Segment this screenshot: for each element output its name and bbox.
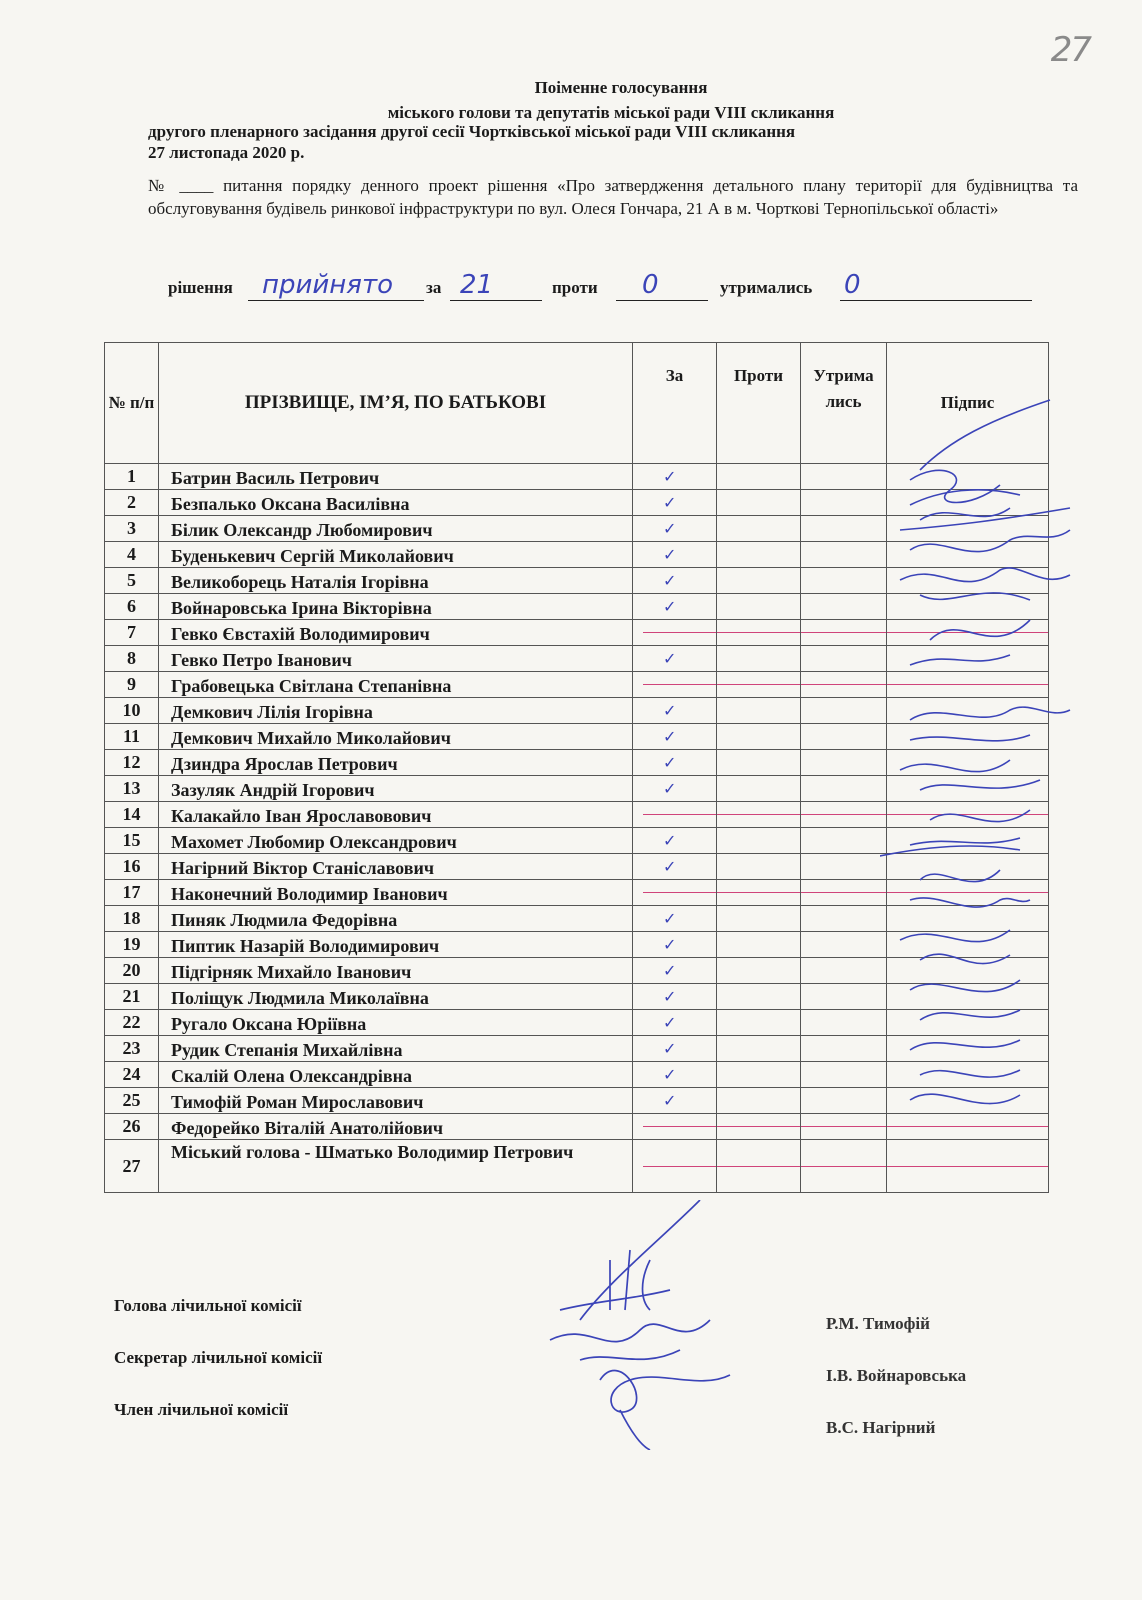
check-mark-icon: ✓ (663, 1039, 677, 1058)
member-name: Поліщук Людмила Миколаївна (159, 984, 633, 1010)
vote-for-cell (633, 880, 717, 906)
vote-abstained-cell (801, 1088, 887, 1114)
vote-for-cell (633, 1062, 717, 1088)
secretary-label: Секретар лічильної комісії (114, 1348, 323, 1367)
check-mark-icon: ✓ (663, 779, 677, 798)
member-name: Рудик Степанія Михайлівна (159, 1036, 633, 1062)
row-number: 4 (105, 542, 159, 568)
row-number: 16 (105, 854, 159, 880)
absent-strike-line (717, 684, 800, 685)
vote-for-cell (633, 1140, 717, 1193)
for-value: 21 (460, 270, 494, 300)
row-number: 27 (105, 1140, 159, 1193)
vote-against-cell (717, 958, 801, 984)
absent-strike-line (643, 684, 716, 685)
member-name: Махомет Любомир Олександрович (159, 828, 633, 854)
vote-against-cell (717, 620, 801, 646)
vote-for-cell (633, 672, 717, 698)
vote-for-cell (633, 698, 717, 724)
against-label: проти (552, 278, 598, 297)
decision-label: рішення (168, 278, 233, 297)
absent-strike-line (801, 1166, 886, 1167)
member-name: Ругало Оксана Юріївна (159, 1010, 633, 1036)
vote-against-cell (717, 906, 801, 932)
member-name: Буденькевич Сергій Миколайович (159, 542, 633, 568)
row-number: 26 (105, 1114, 159, 1140)
absent-strike-line (801, 632, 886, 633)
vote-against-cell (717, 672, 801, 698)
member-name: Демкович Михайло Миколайович (159, 724, 633, 750)
absent-strike-line (717, 1166, 800, 1167)
vote-against-cell (717, 1036, 801, 1062)
row-number: 20 (105, 958, 159, 984)
vote-for-cell (633, 490, 717, 516)
session-date: 27 листопада 2020 р. (148, 143, 305, 162)
vote-against-cell (717, 594, 801, 620)
vote-for-cell (633, 958, 717, 984)
absent-strike-line (801, 684, 886, 685)
row-number: 8 (105, 646, 159, 672)
check-mark-icon: ✓ (663, 987, 677, 1006)
commission-signatures (540, 1200, 780, 1450)
member-name: Гевко Євстахій Володимирович (159, 620, 633, 646)
member-name: Пиняк Людмила Федорівна (159, 906, 633, 932)
decision-value: прийнято (262, 270, 393, 300)
vote-against-cell (717, 802, 801, 828)
abstained-field (840, 270, 1032, 301)
check-mark-icon: ✓ (663, 519, 677, 538)
vote-abstained-cell (801, 802, 887, 828)
vote-for-cell (633, 542, 717, 568)
vote-abstained-cell (801, 646, 887, 672)
vote-abstained-cell (801, 932, 887, 958)
check-mark-icon: ✓ (663, 831, 677, 850)
absent-strike-line (643, 814, 716, 815)
vote-against-cell (717, 1062, 801, 1088)
vote-abstained-cell (801, 906, 887, 932)
row-number: 6 (105, 594, 159, 620)
vote-for-cell (633, 594, 717, 620)
vote-for-cell (633, 776, 717, 802)
member-name: Наконечний Володимир Іванович (159, 880, 633, 906)
check-mark-icon: ✓ (663, 1013, 677, 1032)
member-name: Підгірняк Михайло Іванович (159, 958, 633, 984)
vote-against-cell (717, 1140, 801, 1193)
absent-strike-line (717, 892, 800, 893)
vote-abstained-cell (801, 1062, 887, 1088)
row-number: 3 (105, 516, 159, 542)
member-name: В.С. Нагірний (826, 1418, 936, 1437)
member-name: Великоборець Наталія Ігорівна (159, 568, 633, 594)
vote-against-cell (717, 490, 801, 516)
member-name: Федорейко Віталій Анатолійович (159, 1114, 633, 1140)
vote-abstained-cell (801, 594, 887, 620)
absent-strike-line (801, 814, 886, 815)
member-label: Член лічильної комісії (114, 1400, 289, 1419)
row-number: 13 (105, 776, 159, 802)
check-mark-icon: ✓ (663, 1091, 677, 1110)
header-name: ПРІЗВИЩЕ, ІМ’Я, ПО БАТЬКОВІ (159, 343, 633, 464)
vote-for-cell (633, 568, 717, 594)
member-name: Нагірний Віктор Станіславович (159, 854, 633, 880)
member-name: Гевко Петро Іванович (159, 646, 633, 672)
vote-against-cell (717, 776, 801, 802)
vote-abstained-cell (801, 620, 887, 646)
row-number: 15 (105, 828, 159, 854)
vote-against-cell (717, 828, 801, 854)
member-name: Тимофій Роман Мирославович (159, 1088, 633, 1114)
check-mark-icon: ✓ (663, 1065, 677, 1084)
vote-for-cell (633, 516, 717, 542)
vote-abstained-cell (801, 828, 887, 854)
vote-against-cell (717, 1114, 801, 1140)
vote-abstained-cell (801, 958, 887, 984)
vote-abstained-cell (801, 1140, 887, 1193)
row-number: 5 (105, 568, 159, 594)
vote-for-cell (633, 906, 717, 932)
absent-strike-line (643, 892, 716, 893)
member-name: Пиптик Назарій Володимирович (159, 932, 633, 958)
row-number: 17 (105, 880, 159, 906)
row-number: 1 (105, 464, 159, 490)
page-number: 27 (1050, 30, 1090, 70)
member-name: Міський голова - Шматько Володимир Петрович (159, 1140, 633, 1193)
vote-abstained-cell (801, 1010, 887, 1036)
row-number: 24 (105, 1062, 159, 1088)
vote-against-cell (717, 984, 801, 1010)
vote-abstained-cell (801, 672, 887, 698)
check-mark-icon: ✓ (663, 727, 677, 746)
check-mark-icon: ✓ (663, 571, 677, 590)
absent-strike-line (801, 892, 886, 893)
document-title: Поіменне голосування (534, 78, 708, 97)
row-number: 11 (105, 724, 159, 750)
header-signature: Підпис (887, 343, 1049, 464)
absent-strike-line (717, 632, 800, 633)
row-number: 18 (105, 906, 159, 932)
vote-for-cell (633, 750, 717, 776)
check-mark-icon: ✓ (663, 467, 677, 486)
vote-abstained-cell (801, 464, 887, 490)
vote-for-cell (633, 828, 717, 854)
session-line: другого пленарного засідання другої сесії Чортківської міської ради VIII скликання (148, 122, 796, 141)
for-label: за (426, 278, 442, 297)
row-number: 19 (105, 932, 159, 958)
row-number: 23 (105, 1036, 159, 1062)
agenda-item: № ____ питання порядку денного проект рішення «Про затвердження детального плану території для будівництва та обслуговування будівель ринкової інфраструктури по вул. Олеся Гончара, 21 А в м. Чорткові Тернопільської області» (148, 176, 1078, 218)
row-number: 2 (105, 490, 159, 516)
header-num: № п/п (105, 343, 159, 464)
vote-abstained-cell (801, 542, 887, 568)
absent-strike-line (887, 1166, 1048, 1167)
vote-for-cell (633, 620, 717, 646)
vote-abstained-cell (801, 516, 887, 542)
row-number: 25 (105, 1088, 159, 1114)
against-value: 0 (642, 270, 659, 300)
vote-abstained-cell (801, 880, 887, 906)
vote-abstained-cell (801, 724, 887, 750)
vote-against-cell (717, 464, 801, 490)
vote-abstained-cell (801, 1036, 887, 1062)
check-mark-icon: ✓ (663, 493, 677, 512)
vote-for-cell (633, 932, 717, 958)
vote-for-cell (633, 646, 717, 672)
check-mark-icon: ✓ (663, 961, 677, 980)
vote-against-cell (717, 750, 801, 776)
header-against: Проти (717, 343, 801, 464)
absent-strike-line (717, 1126, 800, 1127)
vote-against-cell (717, 854, 801, 880)
vote-for-cell (633, 464, 717, 490)
vote-abstained-cell (801, 776, 887, 802)
vote-against-cell (717, 646, 801, 672)
absent-strike-line (643, 1126, 716, 1127)
abstained-value: 0 (844, 270, 861, 300)
check-mark-icon: ✓ (663, 701, 677, 720)
absent-strike-line (717, 814, 800, 815)
vote-abstained-cell (801, 490, 887, 516)
vote-against-cell (717, 1088, 801, 1114)
check-mark-icon: ✓ (663, 753, 677, 772)
absent-strike-line (643, 1166, 716, 1167)
vote-for-cell (633, 1010, 717, 1036)
vote-against-cell (717, 1010, 801, 1036)
against-field (616, 270, 708, 301)
vote-abstained-cell (801, 750, 887, 776)
vote-against-cell (717, 698, 801, 724)
vote-against-cell (717, 880, 801, 906)
vote-abstained-cell (801, 984, 887, 1010)
vote-against-cell (717, 932, 801, 958)
member-name: Демкович Лілія Ігорівна (159, 698, 633, 724)
row-number: 9 (105, 672, 159, 698)
member-name: Зазуляк Андрій Ігорович (159, 776, 633, 802)
chair-label: Голова лічильної комісії (114, 1296, 302, 1315)
check-mark-icon: ✓ (663, 857, 677, 876)
vote-for-cell (633, 984, 717, 1010)
check-mark-icon: ✓ (663, 597, 677, 616)
vote-for-cell (633, 1036, 717, 1062)
vote-for-cell (633, 854, 717, 880)
row-number: 22 (105, 1010, 159, 1036)
vote-for-cell (633, 802, 717, 828)
row-number: 10 (105, 698, 159, 724)
vote-abstained-cell (801, 568, 887, 594)
row-number: 14 (105, 802, 159, 828)
member-name: Скалій Олена Олександрівна (159, 1062, 633, 1088)
vote-abstained-cell (801, 1114, 887, 1140)
check-mark-icon: ✓ (663, 935, 677, 954)
vote-for-cell (633, 724, 717, 750)
member-signatures (880, 380, 1080, 1150)
abstained-label: утримались (720, 278, 813, 297)
member-name: Войнаровська Ірина Вікторівна (159, 594, 633, 620)
vote-abstained-cell (801, 854, 887, 880)
member-name: Калакайло Іван Ярославовович (159, 802, 633, 828)
vote-abstained-cell (801, 698, 887, 724)
check-mark-icon: ✓ (663, 909, 677, 928)
row-number: 12 (105, 750, 159, 776)
check-mark-icon: ✓ (663, 649, 677, 668)
vote-against-cell (717, 724, 801, 750)
header-abstained: Утримались (801, 343, 887, 464)
member-name: Білик Олександр Любомирович (159, 516, 633, 542)
check-mark-icon: ✓ (663, 545, 677, 564)
chair-name: Р.М. Тимофій (826, 1314, 930, 1333)
secretary-name: І.В. Войнаровська (826, 1366, 967, 1385)
header-for: За (633, 343, 717, 464)
vote-against-cell (717, 516, 801, 542)
vote-against-cell (717, 542, 801, 568)
vote-for-cell (633, 1114, 717, 1140)
document-subtitle: міського голови та депутатів міської ради VIII скликання (387, 103, 835, 122)
member-name: Грабовецька Світлана Степанівна (159, 672, 633, 698)
row-number: 21 (105, 984, 159, 1010)
voting-result (168, 270, 1068, 318)
vote-for-cell (633, 1088, 717, 1114)
member-name: Батрин Василь Петрович (159, 464, 633, 490)
member-name: Безпалько Оксана Василівна (159, 490, 633, 516)
row-number: 7 (105, 620, 159, 646)
vote-against-cell (717, 568, 801, 594)
absent-strike-line (643, 632, 716, 633)
member-name: Дзиндра Ярослав Петрович (159, 750, 633, 776)
decision-field (248, 270, 424, 301)
for-field (450, 270, 542, 301)
absent-strike-line (801, 1126, 886, 1127)
